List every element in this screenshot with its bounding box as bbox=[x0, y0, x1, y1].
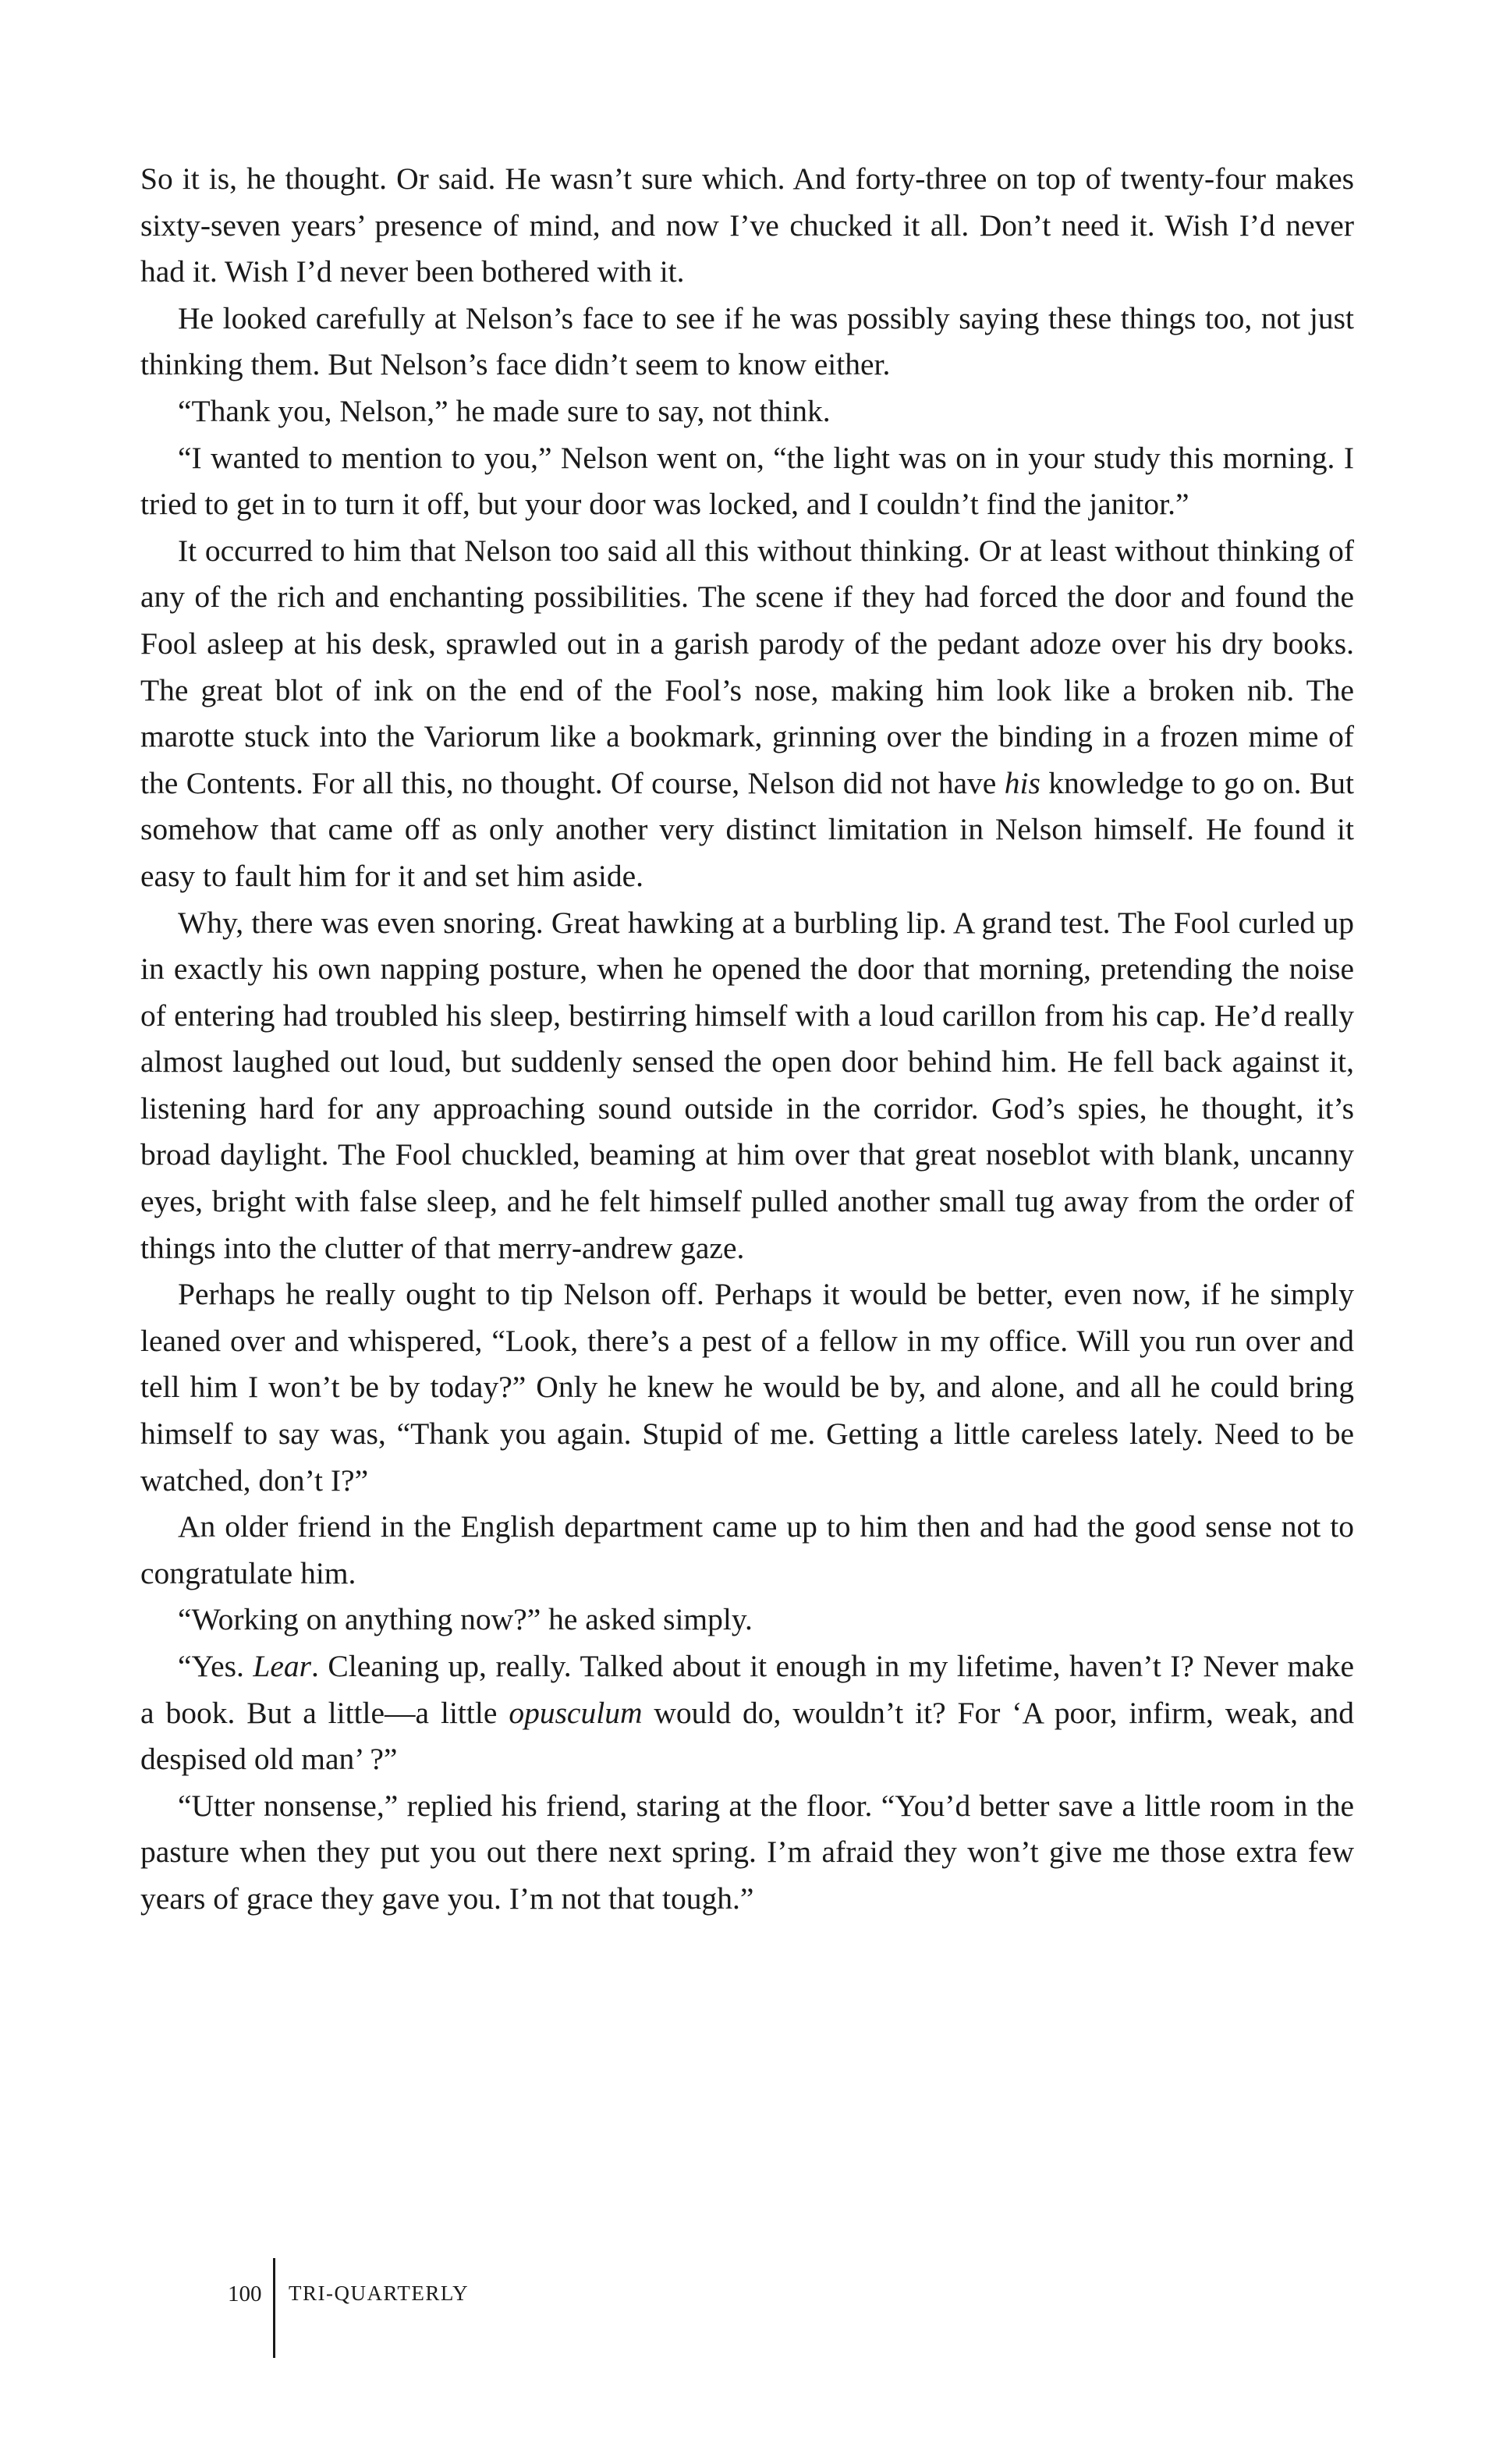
page-number: 100 bbox=[228, 2281, 262, 2306]
footer-divider bbox=[273, 2258, 275, 2358]
paragraph-10-italic-opusculum: opusculum bbox=[509, 1695, 643, 1730]
paragraph-11-text: “Utter nonsense,” replied his friend, staring at the floor. “You’d better save a little room in the pasture when they put you out there next spring. I’m afraid they won’t give me those extra few years of grace they gave you. I’m not that tough.” bbox=[140, 1788, 1354, 1916]
paragraph-6 bbox=[140, 900, 1354, 1272]
paragraph-11 bbox=[140, 1783, 1354, 1923]
paragraph-5 bbox=[140, 528, 1354, 900]
body-text bbox=[140, 156, 1354, 1923]
paragraph-10-text-b: . Cleaning up, really. Talked about it enough in my lifetime, haven’t I? Never make a book. But a little—a little bbox=[140, 1649, 1354, 1730]
paragraph-5-text-a: It occurred to him that Nelson too said all this without thinking. Or at least without thinking of any of the rich and enchanting possibilities. The scene if they had forced the door and found the Fool asleep at his desk, sprawled out in a garish parody of the pedant adoze over his dry books. The great blot of ink on the end of the Fool’s nose, making him look like a broken nib. The marotte stuck into the Variorum like a bookmark, grinning over the binding in a frozen mime of the Contents. For all this, no thought. Of course, Nelson did not have bbox=[140, 533, 1354, 800]
paragraph-2-text: He looked carefully at Nelson’s face to see if he was possibly saying these things too, not just thinking them. But Nelson’s face didn’t seem to know either. bbox=[140, 300, 1354, 382]
paragraph-8-text: An older friend in the English department came up to him then and had the good sense not to congratulate him. bbox=[140, 1509, 1354, 1590]
paragraph-6-text: Why, there was even snoring. Great hawking at a burbling lip. A grand test. The Fool curled up in exactly his own napping posture, when he opened the door that morning, pretending the noise of entering had troubled his sleep, bestirring himself with a loud carillon from his cap. He’d really almost laughed out loud, but suddenly sensed the open door behind him. He fell back against it, listening hard for any approaching sound outside in the corridor. God’s spies, he thought, it’s broad daylight. The Fool chuckled, beaming at him over that great noseblot with blank, uncanny eyes, bright with false sleep, and he felt himself pulled another small tug away from the order of things into the clutter of that merry-andrew gaze. bbox=[140, 905, 1354, 1265]
paragraph-7 bbox=[140, 1271, 1354, 1504]
paragraph-2 bbox=[140, 296, 1354, 388]
paragraph-10-text-a: “Yes. bbox=[178, 1649, 253, 1683]
paragraph-9 bbox=[140, 1597, 1354, 1643]
paragraph-1-text: So it is, he thought. Or said. He wasn’t sure which. And forty-three on top of twenty-four makes sixty-seven years’ presence of mind, and now I’ve chucked it all. Don’t need it. Wish I’d never had it. Wish I’d never been bothered with it. bbox=[140, 161, 1354, 289]
paragraph-5-text-b: knowledge to go on. But somehow that came off as only another very distinct limitation in Nelson himself. He found it easy to fault him for it and set him aside. bbox=[140, 765, 1355, 893]
paragraph-4-text: “I wanted to mention to you,” Nelson went on, “the light was on in your study this morning. I tried to get in to turn it off, but your door was locked, and I couldn’t find the janitor.” bbox=[140, 440, 1354, 522]
paragraph-3 bbox=[140, 388, 1354, 435]
paragraph-10-text-c: would do, wouldn’t it? For ‘A poor, infirm, weak, and despised old man’ ?” bbox=[140, 1695, 1354, 1777]
paragraph-4 bbox=[140, 435, 1354, 528]
paragraph-3-text: “Thank you, Nelson,” he made sure to say, not think. bbox=[178, 393, 831, 428]
paragraph-7-text: Perhaps he really ought to tip Nelson off. Perhaps it would be better, even now, if he simply leaned over and whispered, “Look, there’s a pest of a fellow in my office. Will you run over and tell him I won’t be by today?” Only he knew he would be by, and alone, and all he could bring himself to say was, “Thank you again. Stupid of me. Getting a little careless lately. Need to be watched, don’t I?” bbox=[140, 1277, 1354, 1498]
paragraph-9-text: “Working on anything now?” he asked simply. bbox=[178, 1602, 753, 1637]
paragraph-5-italic-his: his bbox=[1004, 765, 1040, 800]
paragraph-8 bbox=[140, 1504, 1354, 1597]
paragraph-10 bbox=[140, 1643, 1354, 1783]
paragraph-10-italic-lear: Lear bbox=[253, 1649, 312, 1683]
paragraph-1 bbox=[140, 156, 1354, 296]
journal-name: TRI-QUARTERLY bbox=[289, 2281, 470, 2305]
